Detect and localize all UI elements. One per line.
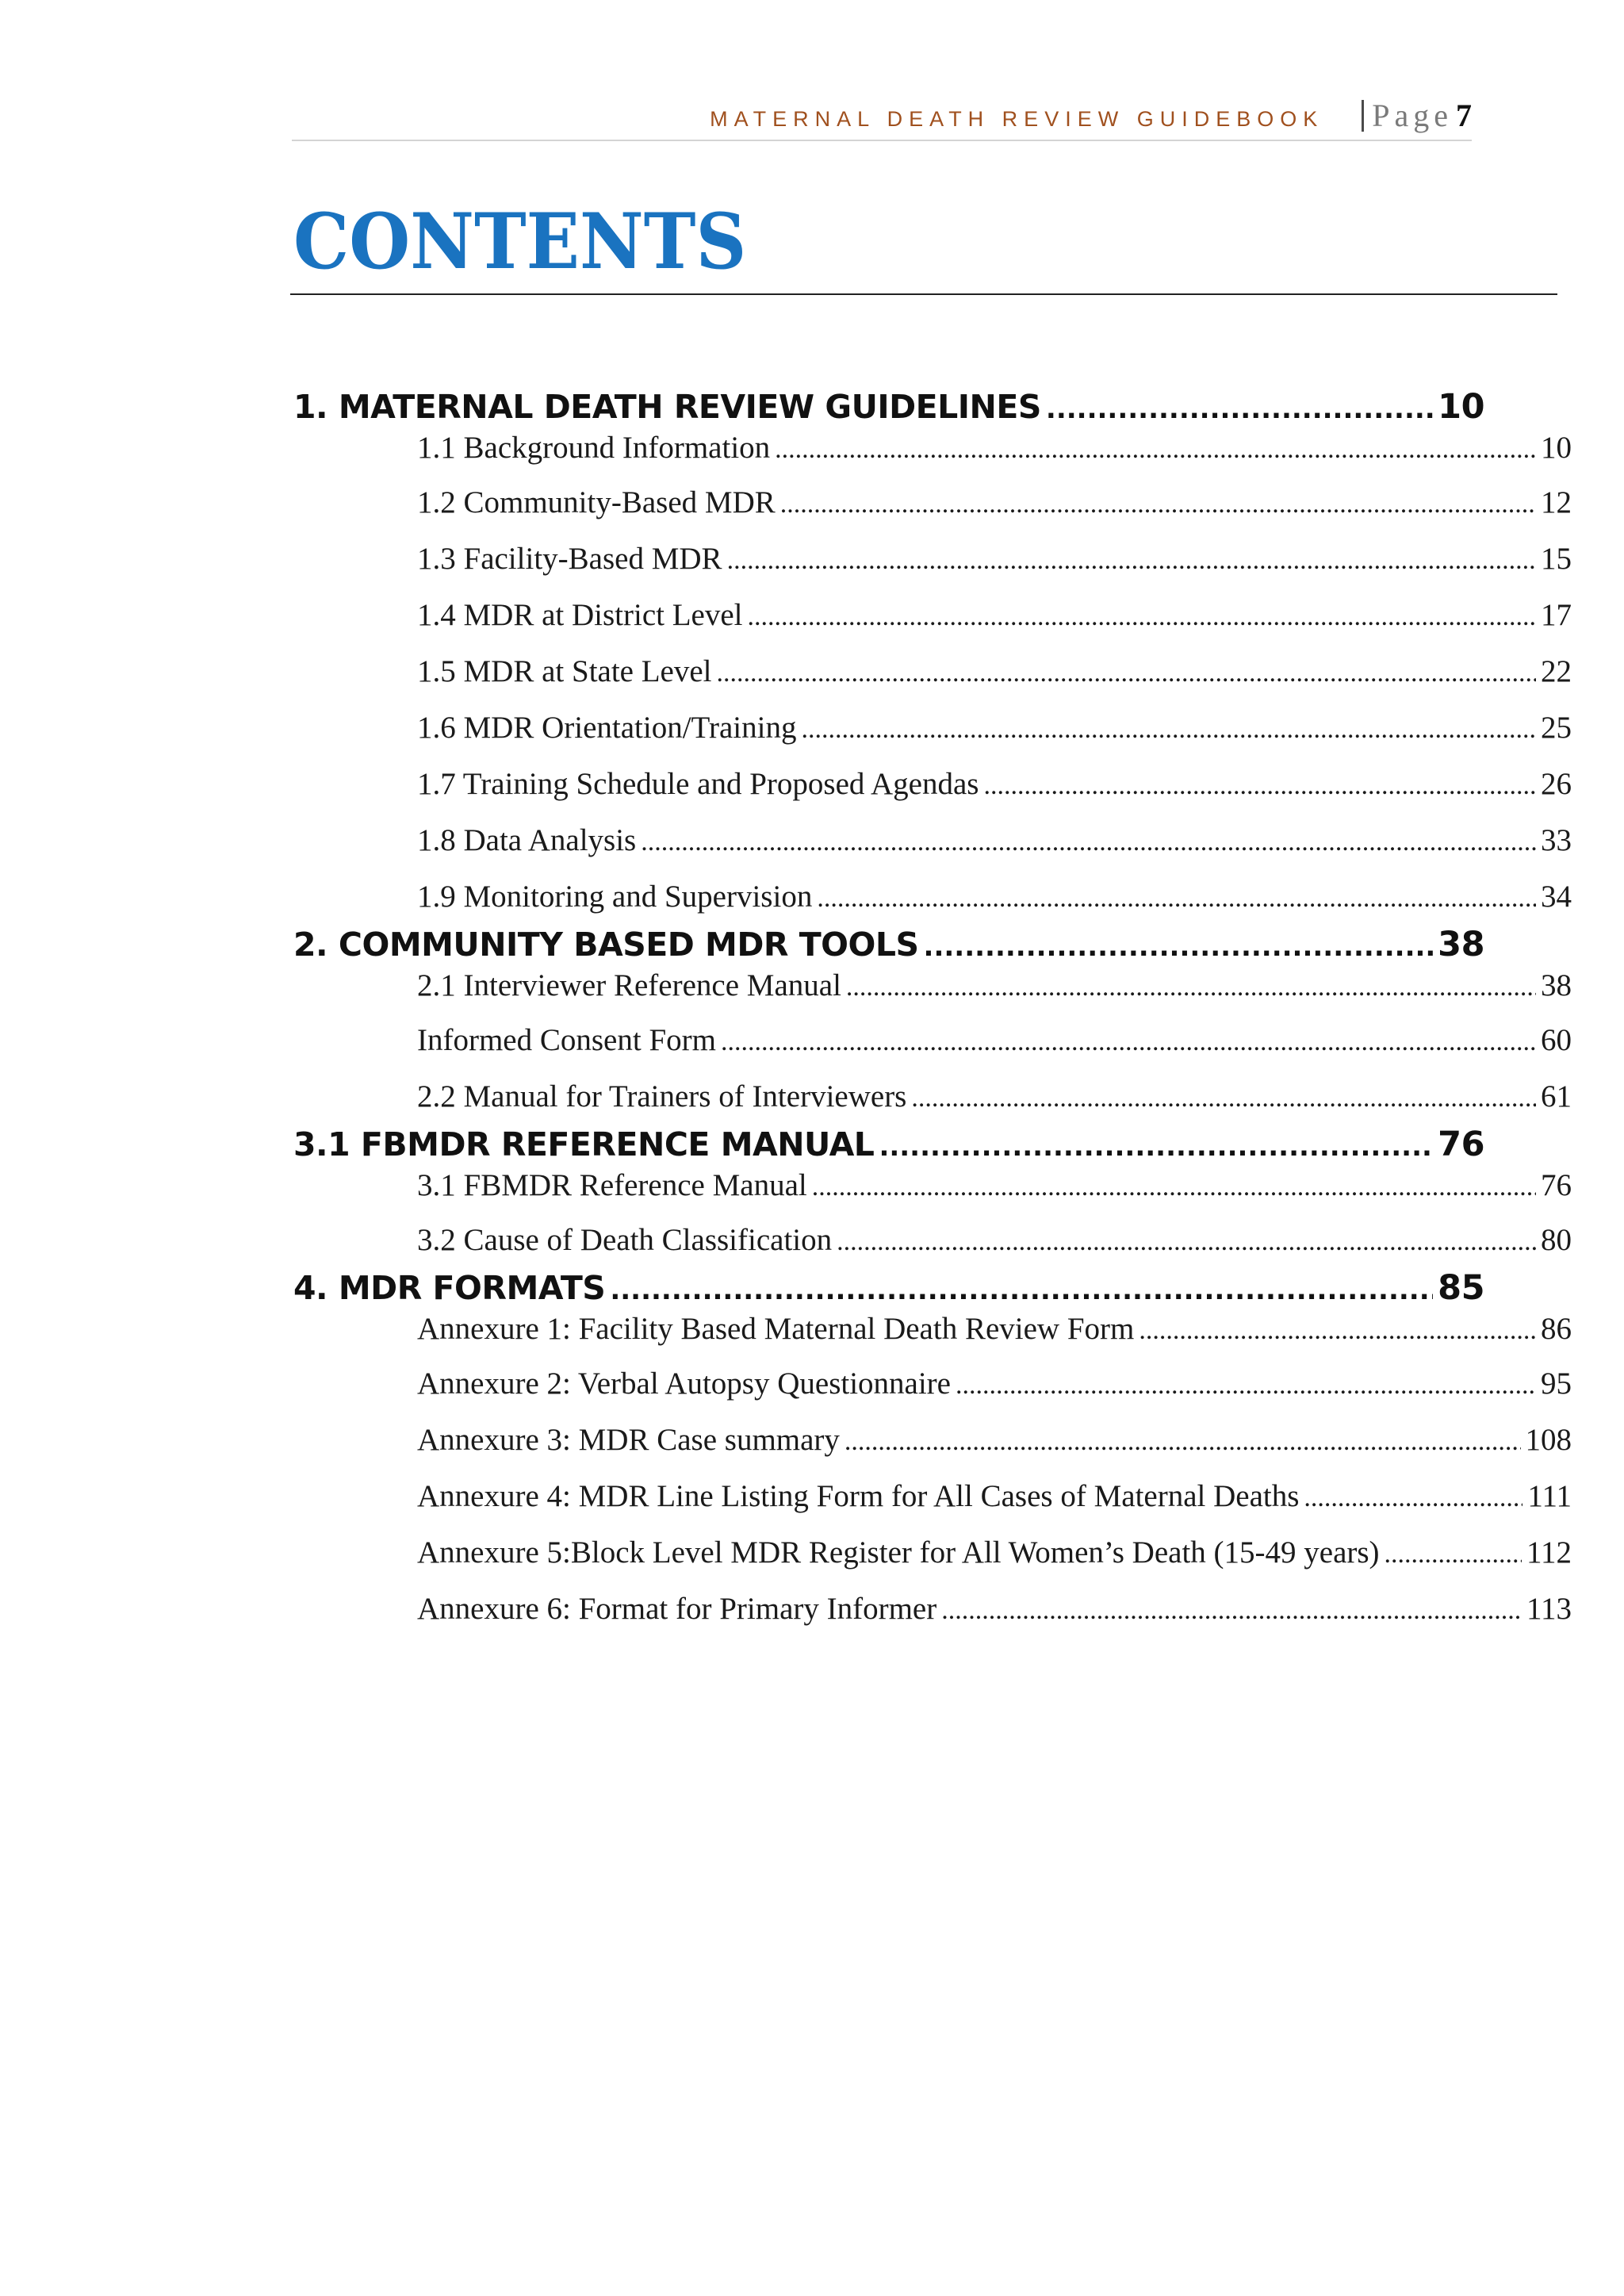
toc-entry-label: 1.9 Monitoring and Supervision <box>417 880 813 914</box>
dot-leader <box>983 771 1536 801</box>
toc-entry-page: 22 <box>1541 654 1572 688</box>
dot-leader <box>812 1172 1536 1202</box>
dot-leader <box>775 435 1536 465</box>
dot-leader <box>846 972 1536 1002</box>
toc-entry-label: 1.5 MDR at State Level <box>417 654 712 688</box>
toc-entry[interactable] <box>417 1022 1572 1079</box>
toc-section-2[interactable] <box>293 925 1484 968</box>
dot-leader <box>801 715 1536 745</box>
toc-section-label: 4. MDR FORMATS <box>293 1269 606 1307</box>
dot-leader <box>911 1083 1536 1114</box>
toc-entry-label: 3.1 FBMDR Reference Manual <box>417 1168 807 1202</box>
toc-entry[interactable] <box>417 879 1572 925</box>
toc-entry-label: Annexure 3: MDR Case summary <box>417 1423 840 1457</box>
title-divider <box>290 293 1557 295</box>
dot-leader <box>879 1131 1433 1163</box>
dot-leader <box>748 602 1536 632</box>
dot-leader <box>780 489 1536 519</box>
toc-entry[interactable] <box>417 597 1572 654</box>
page-label: Page <box>1362 100 1453 132</box>
toc-entry-page: 17 <box>1541 598 1572 632</box>
toc-entry[interactable] <box>417 1422 1572 1478</box>
toc-entry[interactable] <box>417 1591 1572 1647</box>
toc-entry-page: 80 <box>1541 1223 1572 1257</box>
toc-entry[interactable] <box>417 1222 1572 1268</box>
toc-entry-label: 3.2 Cause of Death Classification <box>417 1223 833 1257</box>
dot-leader <box>941 1596 1522 1626</box>
toc-entry-label: Annexure 4: MDR Line Listing Form for All Cases of Maternal Deaths <box>417 1479 1300 1513</box>
toc-entry[interactable] <box>417 485 1572 541</box>
toc-entry-label: 1.4 MDR at District Level <box>417 598 743 632</box>
dot-leader <box>1304 1483 1522 1513</box>
running-title: MATERNAL DEATH REVIEW GUIDEBOOK <box>710 107 1324 131</box>
toc-entry[interactable] <box>417 968 1572 1022</box>
toc-section-page: 76 <box>1438 1125 1484 1164</box>
dot-leader <box>610 1274 1433 1306</box>
toc-entry-page: 15 <box>1541 542 1572 576</box>
toc-entry[interactable] <box>417 1079 1572 1125</box>
toc-entry-label: 1.6 MDR Orientation/Training <box>417 711 797 745</box>
page-number: 7 <box>1456 98 1472 133</box>
toc-section-page: 38 <box>1438 925 1484 964</box>
toc-entry-label: Annexure 2: Verbal Autopsy Questionnaire <box>417 1366 951 1401</box>
toc-entry-page: 33 <box>1541 823 1572 857</box>
toc-entry-label: 2.1 Interviewer Reference Manual <box>417 968 841 1002</box>
toc-section-label: 1. MATERNAL DEATH REVIEW GUIDELINES <box>293 388 1041 426</box>
toc-section-page: 10 <box>1438 387 1484 427</box>
header-content <box>710 97 1472 134</box>
toc-entry-label: 1.7 Training Schedule and Proposed Agendas <box>417 767 979 801</box>
toc-section-label: 2. COMMUNITY BASED MDR TOOLS <box>293 926 919 964</box>
dot-leader <box>641 827 1536 857</box>
toc-entry-page: 76 <box>1541 1168 1572 1202</box>
toc-entry-page: 112 <box>1526 1535 1572 1570</box>
toc-entry-label: Annexure 1: Facility Based Maternal Death Review Form <box>417 1312 1135 1346</box>
toc-entry-label: 1.1 Background Information <box>417 431 771 465</box>
toc-entry-page: 38 <box>1541 968 1572 1002</box>
toc-entry[interactable] <box>417 710 1572 766</box>
toc-entry-page: 25 <box>1541 711 1572 745</box>
toc-entry-label: 1.3 Facility-Based MDR <box>417 542 722 576</box>
toc-entry[interactable] <box>417 1478 1572 1535</box>
dot-leader <box>721 1027 1536 1057</box>
dot-leader <box>956 1370 1536 1401</box>
toc-entry-label: 2.2 Manual for Trainers of Interviewers <box>417 1079 907 1114</box>
toc-entry-label: 1.2 Community-Based MDR <box>417 485 776 519</box>
toc-entry-page: 108 <box>1525 1423 1572 1457</box>
toc-entry-page: 12 <box>1541 485 1572 519</box>
toc-section-3[interactable] <box>293 1125 1484 1167</box>
dot-leader <box>817 884 1536 914</box>
toc-entry[interactable] <box>417 822 1572 879</box>
toc-entry-page: 111 <box>1527 1479 1572 1513</box>
toc-entry[interactable] <box>417 430 1572 485</box>
toc-entry[interactable] <box>417 654 1572 710</box>
toc-entry[interactable] <box>417 766 1572 822</box>
dot-leader <box>924 931 1434 963</box>
toc-entry-label: Annexure 6: Format for Primary Informer <box>417 1592 937 1626</box>
dot-leader <box>1385 1539 1522 1570</box>
toc-entry[interactable] <box>417 1167 1572 1222</box>
toc-entry-page: 61 <box>1541 1079 1572 1114</box>
dot-leader <box>845 1427 1521 1457</box>
dot-leader <box>837 1227 1536 1257</box>
toc-section-label: 3.1 FBMDR REFERENCE MANUAL <box>293 1125 875 1163</box>
toc-entry[interactable] <box>417 1366 1572 1422</box>
toc-entry-label: Informed Consent Form <box>417 1023 716 1057</box>
toc-section-page: 85 <box>1438 1268 1484 1308</box>
page-header <box>292 97 1472 141</box>
toc-section-1[interactable] <box>293 387 1484 430</box>
toc-entry-page: 26 <box>1541 767 1572 801</box>
toc-entry-label: Annexure 5:Block Level MDR Register for All Women’s Death (15-49 years) <box>417 1535 1380 1570</box>
toc-entry-page: 95 <box>1541 1366 1572 1401</box>
toc-entry[interactable] <box>417 1535 1572 1591</box>
dot-leader <box>1046 393 1433 425</box>
table-of-contents <box>293 387 1572 1647</box>
dot-leader <box>1139 1316 1536 1346</box>
toc-section-4[interactable] <box>293 1268 1484 1311</box>
toc-entry-page: 10 <box>1541 431 1572 465</box>
toc-entry-page: 34 <box>1541 880 1572 914</box>
toc-entry-page: 86 <box>1541 1312 1572 1346</box>
contents-heading: CONTENTS <box>293 197 747 286</box>
toc-entry-page: 113 <box>1526 1592 1572 1626</box>
dot-leader <box>717 658 1536 688</box>
toc-entry-page: 60 <box>1541 1023 1572 1057</box>
toc-entry[interactable] <box>417 541 1572 597</box>
toc-entry[interactable] <box>417 1311 1572 1366</box>
toc-entry-label: 1.8 Data Analysis <box>417 823 637 857</box>
dot-leader <box>727 546 1536 576</box>
